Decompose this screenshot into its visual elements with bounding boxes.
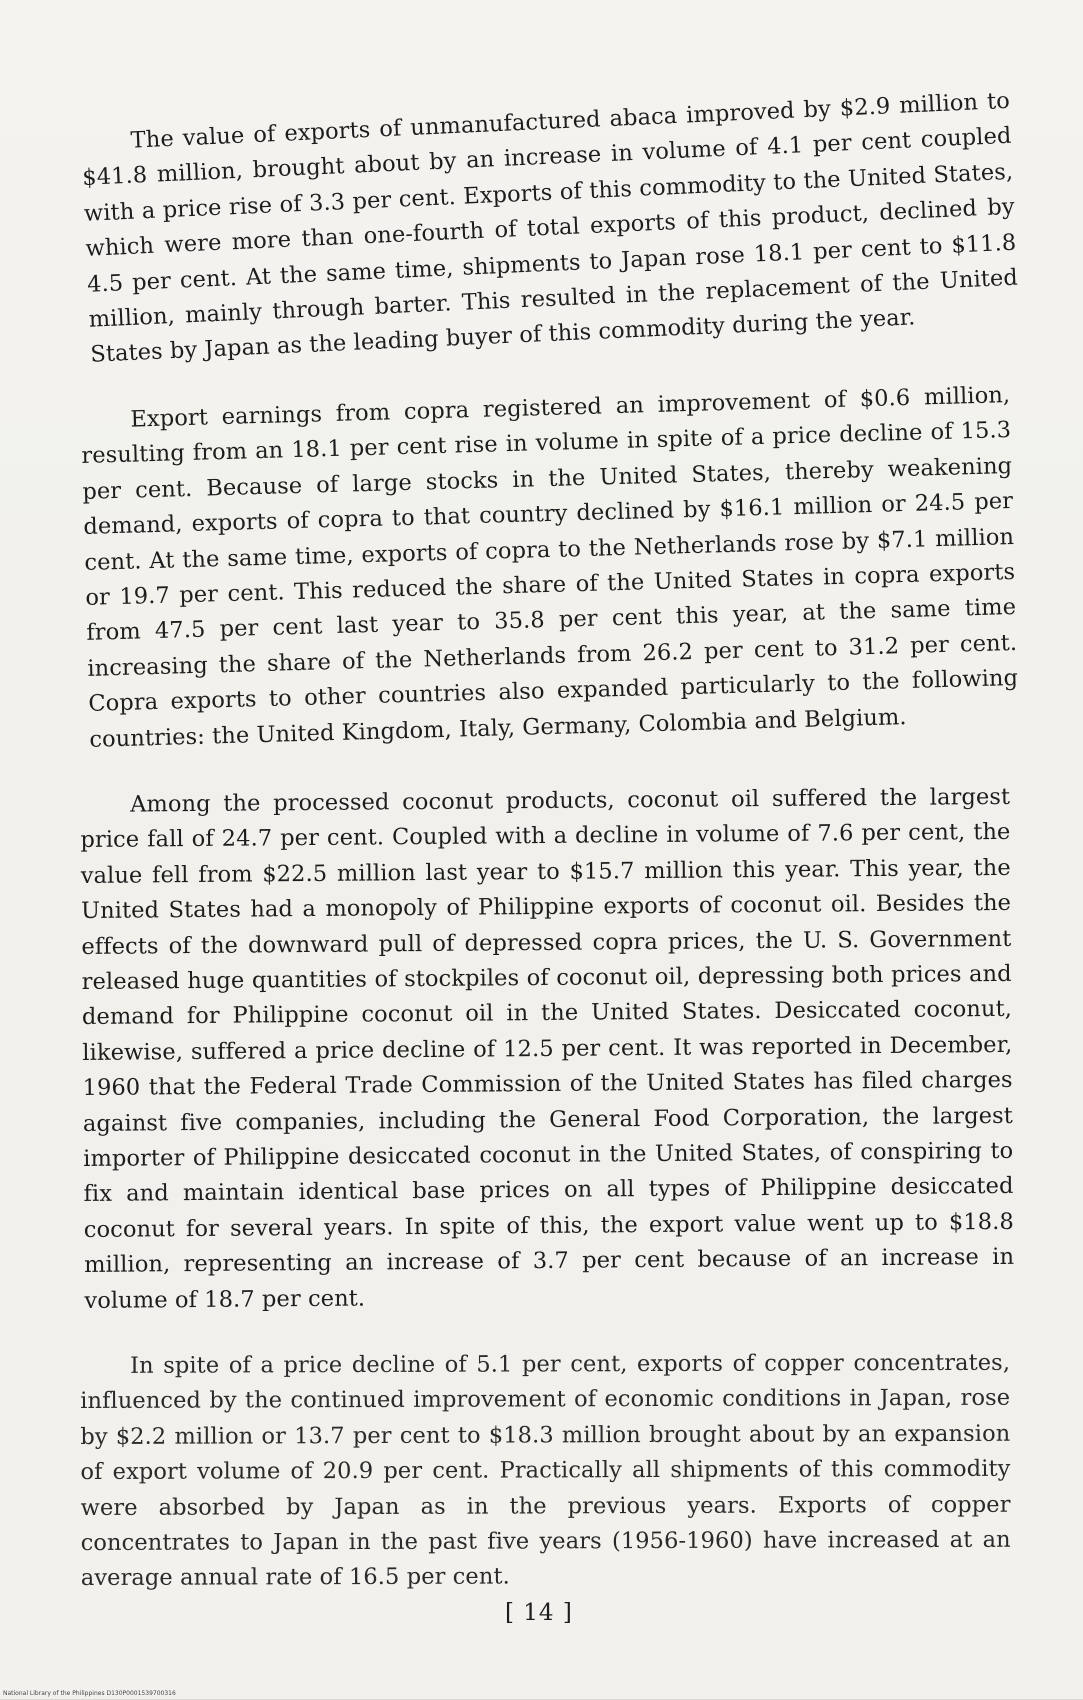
paragraph-abaca-exports: The value of exports of unmanufactured abaca improved by $2.9 million to $41.8 million, brought about by an increase in volume of 4.1 per cent coupled with a price rise of 3.3 per cent. Exports of this commodity to the United States, which were more than one-fourth of total exports of this product, declined by 4.5 per cent. At the same time, shipments to Japan rose 18.1 per cent to $11.8 million, mainly through barter. This resulted in the replacement of the United States by Japan as the leading buyer of this commodity during the year.: [81, 87, 1019, 369]
paragraph-copra-exports: Export earnings from copra registered an improvement of $0.6 million, resulting from an 18.1 per cent rise in volume in spite of a price decline of 15.3 per cent. Because of large stocks in the United States, thereby weakening demand, exports of copra to that country declined by $16.1 million or 24.5 per cent. At the same time, exports of copra to the Netherlands rose by $7.1 million or 19.7 per cent. This reduced the share of the United States in copra exports from 47.5 per cent last year to 35.8 per cent this year, at the same time increasing the share of the Netherlands from 26.2 per cent to 31.2 per cent. Copra exports to other countries also expanded particularly to the following countries: the United Kingdom, Italy, Germany, Colombia and Belgium.: [81, 381, 1019, 753]
paragraph-copper-concentrates: In spite of a price decline of 5.1 per cent, exports of copper concentrates, influenced by the continued improvement of economic conditions in Japan, rose by $2.2 million or 13.7 per cent to $18.3 million brought about by an expansion of export volume of 20.9 per cent. Practically all shipments of this commodity were absorbed by Japan as in the previous years. Exports of copper concentrates to Japan in the past five years (1956-1960) have increased at an average annual rate of 16.5 per cent.: [80, 1349, 1011, 1592]
page-number: [ 14 ]: [505, 1600, 573, 1626]
paragraph-coconut-products: Among the processed coconut products, coconut oil suffered the largest price fall of 24.7 per cent. Coupled with a decline in volume of 7.6 per cent, the value fell from $22.5 million last year to $15.7 million this year. This year, the United States had a monopoly of Philippine exports of coconut oil. Besides the effects of the downward pull of depressed copra prices, the U. S. Government released huge quantities of stockpiles of coconut oil, depressing both prices and demand for Philippine coconut oil in the United States. Desiccated coconut, likewise, suffered a price decline of 12.5 per cent. It was reported in December, 1960 that the Federal Trade Commission of the United States has filed charges against five companies, including the General Food Corporation, the largest importer of Philippine desiccated coconut in the United States, of conspiring to fix and maintain identical base prices on all types of Philippine desiccated coconut for several years. In spite of this, the export value went up to $18.8 million, representing an increase of 3.7 per cent because of an increase in volume of 18.7 per cent.: [80, 783, 1015, 1314]
scan-footer-note: National Library of the Philippines D130P0001539700316: [3, 1690, 176, 1697]
body-text: [80, 87, 1019, 1627]
